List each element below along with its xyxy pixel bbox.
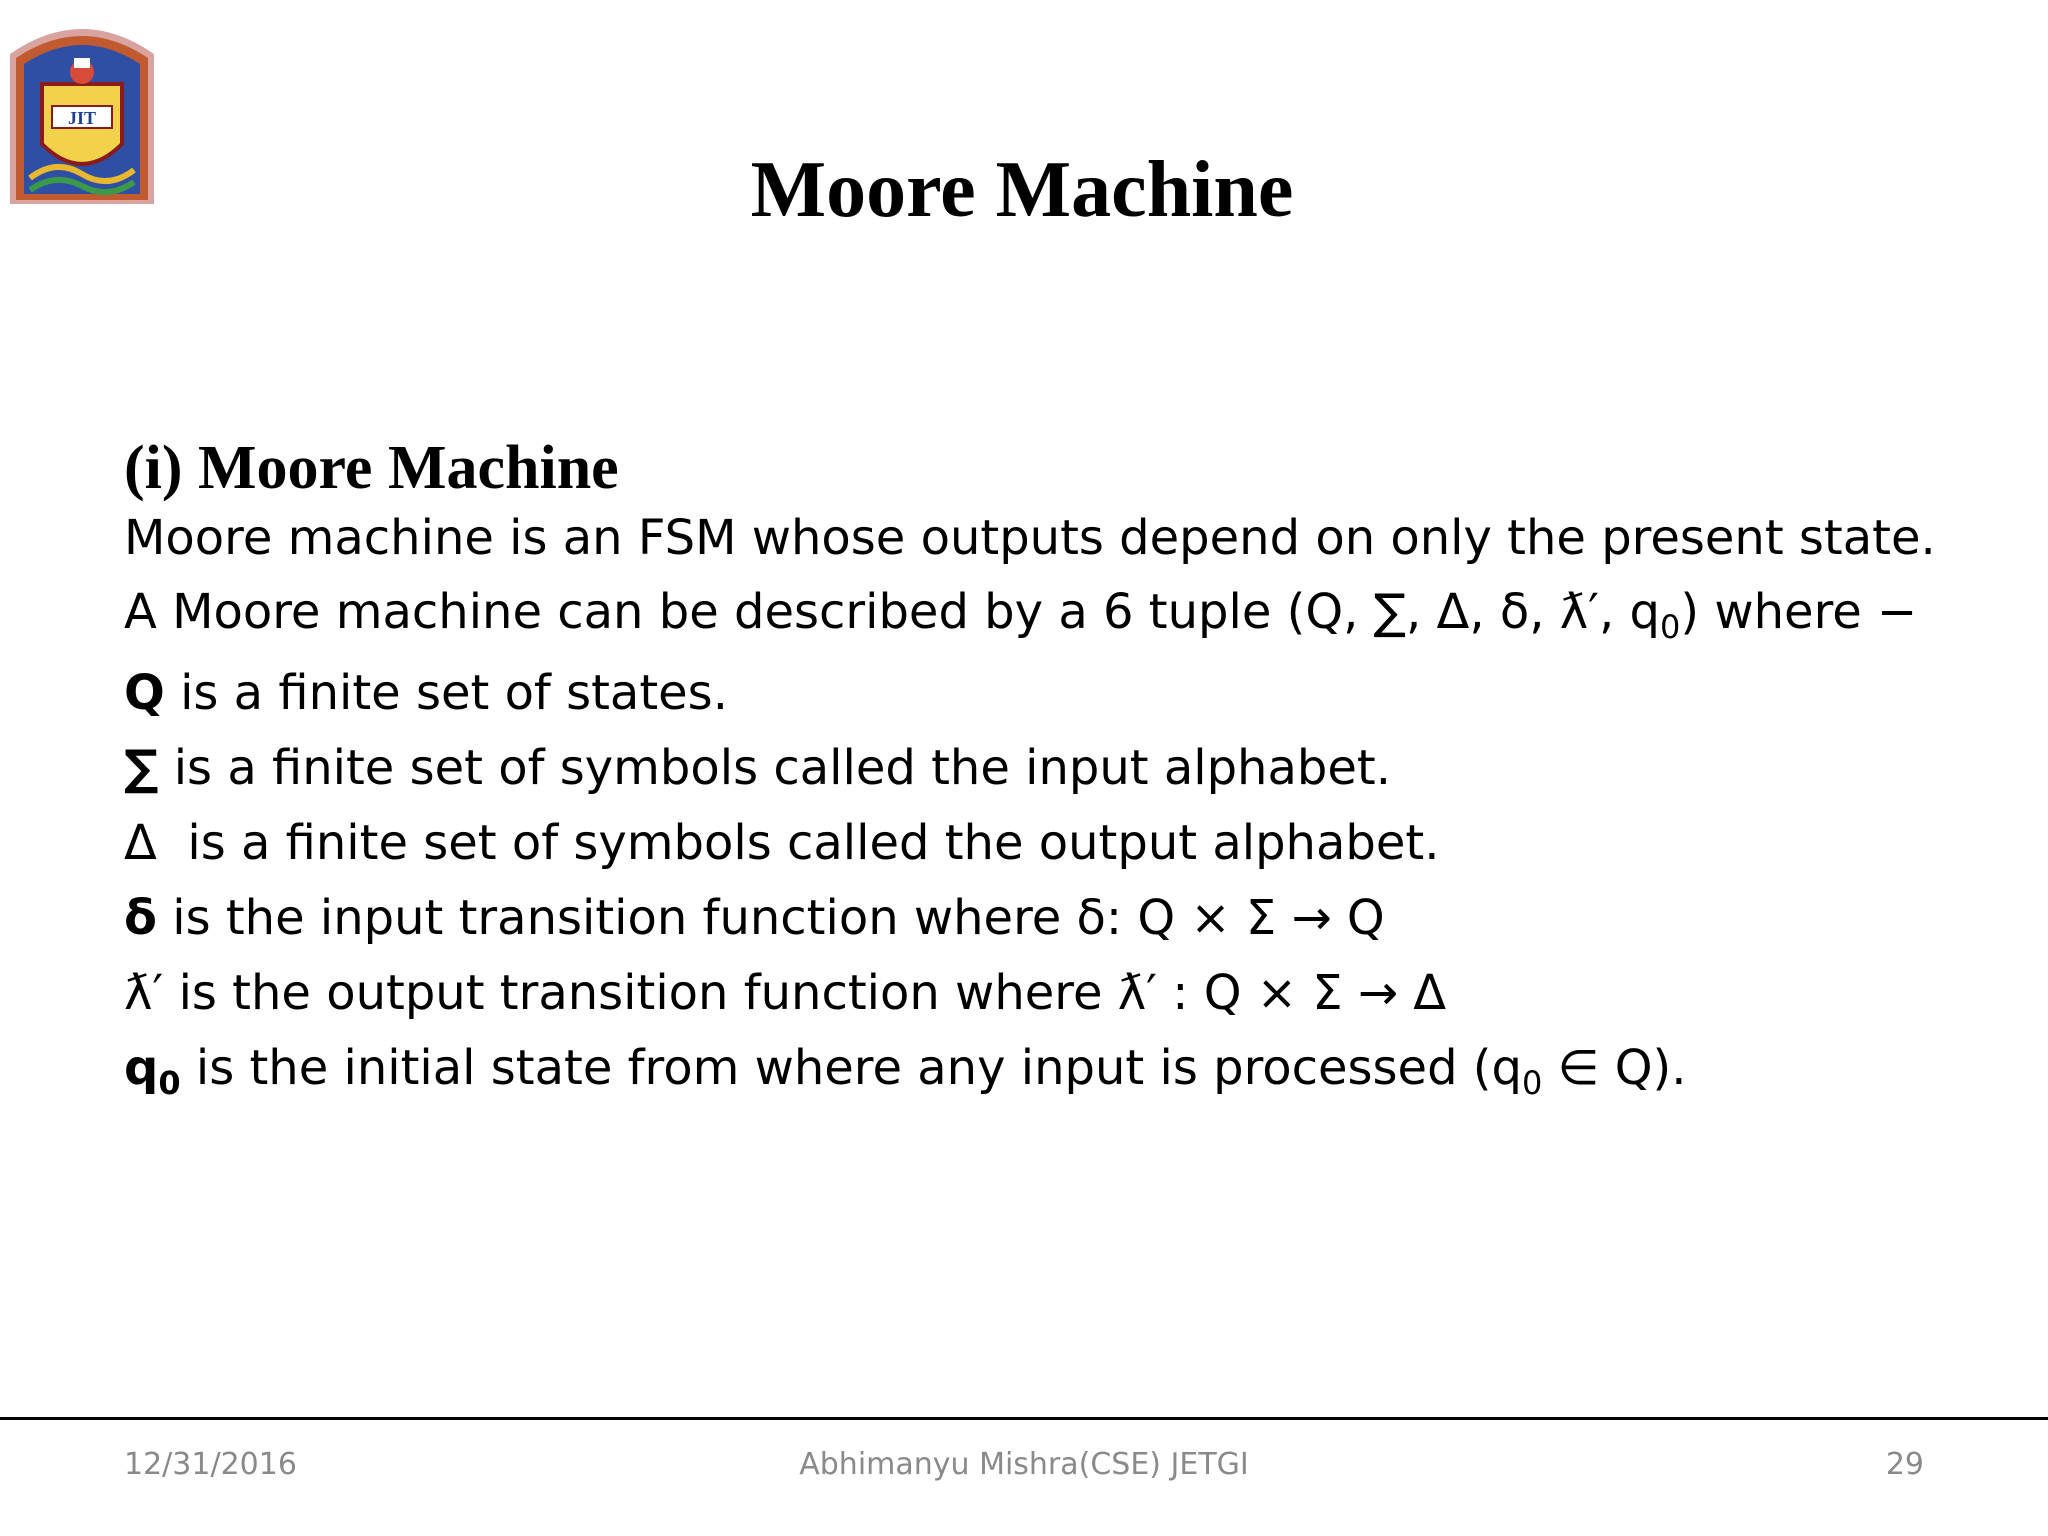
tuple-definition: A Moore machine can be described by a 6 tuple (Q, ∑, Δ, δ, ƛ′, $q_0$) where − [124, 584, 1918, 646]
definition-item-q0: $q_0$ is the initial state from where any input is processed ($q_0$ ∈ Q). [124, 1040, 1687, 1102]
definition-item-lambda: ƛ′ is the output transition function where ƛ′ : Q × Σ → Δ [124, 965, 1447, 1021]
definition-item-q: Q is a finite set of states. [124, 665, 728, 721]
footer-page-number: 29 [1885, 1447, 1924, 1482]
intro-paragraph: Moore machine is an FSM whose outputs depend on only the present state. [124, 510, 1936, 566]
svg-text:JIT: JIT [67, 108, 97, 128]
definition-item-sigma: ∑ is a finite set of symbols called the input alphabet. [124, 740, 1391, 796]
footer-date: 12/31/2016 [124, 1447, 297, 1482]
footer-divider [0, 1417, 2048, 1420]
footer-author: Abhimanyu Mishra(CSE) JETGI [799, 1447, 1249, 1482]
section-heading: (i) Moore Machine [124, 434, 619, 502]
definition-item-delta-output: Δ is a finite set of symbols called the output alphabet. [124, 815, 1440, 871]
definition-item-delta-transition: δ is the input transition function where δ: Q × Σ → Q [124, 890, 1385, 946]
slide-body [124, 432, 1984, 1106]
slide-title: Moore Machine [750, 146, 1294, 234]
